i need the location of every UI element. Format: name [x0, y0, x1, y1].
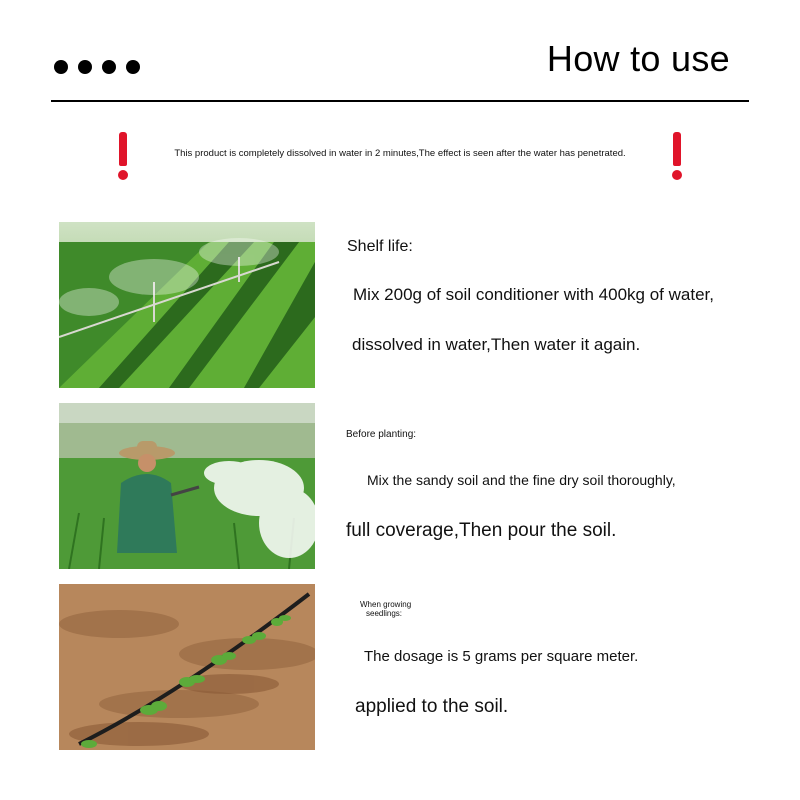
dot-icon — [54, 60, 68, 74]
notice-text: This product is completely dissolved in water in 2 minutes,The effect is seen after the water has penetrated. — [174, 147, 626, 159]
dot-icon — [78, 60, 92, 74]
section-line: Mix the sandy soil and the fine dry soil thoroughly, — [367, 472, 676, 488]
exclamation-icon — [116, 130, 130, 182]
farmer-watering-image — [59, 403, 315, 569]
section-line: applied to the soil. — [355, 696, 509, 717]
decorative-dots — [54, 60, 140, 74]
section-line: Mix 200g of soil conditioner with 400kg of water, — [353, 285, 714, 304]
notice-banner — [110, 130, 690, 182]
sprinkler-field-image — [59, 222, 315, 388]
section-line: dissolved in water,Then water it again. — [352, 335, 641, 354]
drip-irrigation-seedlings-image — [59, 584, 315, 750]
dot-icon — [126, 60, 140, 74]
section-line: full coverage,Then pour the soil. — [346, 520, 617, 541]
section-heading: When growing seedlings: — [360, 600, 412, 618]
page-title: How to use — [546, 38, 730, 79]
section-heading: Shelf life: — [347, 238, 413, 255]
dot-icon — [102, 60, 116, 74]
section-heading: Before planting: — [346, 429, 417, 440]
section-line: The dosage is 5 grams per square meter. — [364, 648, 639, 665]
header-divider — [51, 100, 749, 102]
exclamation-icon — [670, 130, 684, 182]
